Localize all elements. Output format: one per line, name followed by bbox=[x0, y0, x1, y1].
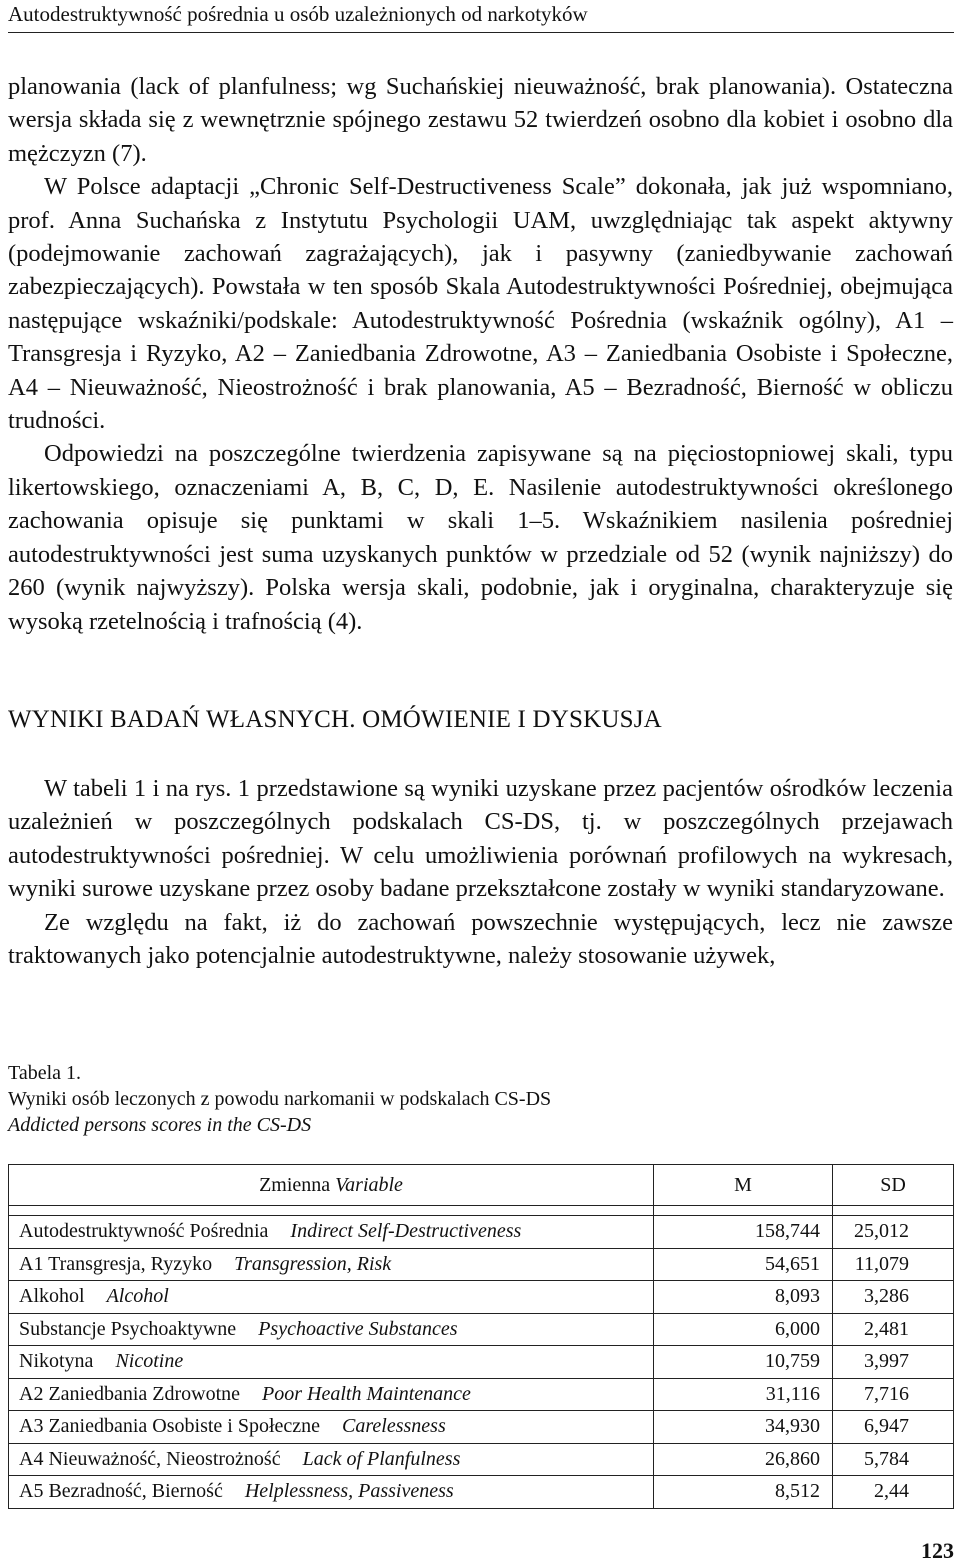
table-row bbox=[9, 1411, 954, 1444]
variable-label-pl: Substancje Psychoaktywne bbox=[19, 1317, 237, 1340]
running-header: Autodestruktywność pośrednia u osób uzależnionych od narkotyków bbox=[8, 2, 954, 33]
variable-label-en: Carelessness bbox=[342, 1415, 446, 1438]
header-variable-pl: Zmienna bbox=[259, 1173, 331, 1196]
cell-mean: 6,000 bbox=[654, 1313, 833, 1346]
cell-variable bbox=[9, 1476, 654, 1509]
table-row bbox=[9, 1216, 954, 1249]
cell-mean: 31,116 bbox=[654, 1378, 833, 1411]
page-number: 123 bbox=[921, 1538, 954, 1563]
cell-sd: 6,947 bbox=[833, 1411, 954, 1444]
table-body bbox=[9, 1206, 954, 1509]
section-heading: WYNIKI BADAŃ WŁASNYCH. OMÓWIENIE I DYSKUSJA bbox=[8, 706, 662, 733]
table-title-pl: Wyniki osób leczonych z powodu narkomanii w podskalach CS-DS bbox=[8, 1088, 552, 1110]
cell-mean: 34,930 bbox=[654, 1411, 833, 1444]
paragraph: Ze względu na fakt, iż do zachowań powszechnie występujących, lecz nie zawsze traktowanych jako potencjalnie autodestruktywne, należy stosowanie używek, bbox=[8, 908, 953, 970]
header-sd: SD bbox=[833, 1165, 954, 1206]
variable-label-pl: A1 Transgresja, Ryzyko bbox=[19, 1252, 213, 1275]
cell-sd: 3,997 bbox=[833, 1346, 954, 1379]
cell-variable bbox=[9, 1313, 654, 1346]
cell-sd: 11,079 bbox=[833, 1248, 954, 1281]
header-m: M bbox=[654, 1165, 833, 1206]
table-row bbox=[9, 1281, 954, 1314]
variable-label-en: Helplessness, Passiveness bbox=[244, 1480, 454, 1503]
cell-sd: 25,012 bbox=[833, 1216, 954, 1249]
variable-label-pl: A4 Nieuważność, Nieostrożność bbox=[19, 1447, 281, 1470]
cell-variable bbox=[9, 1248, 654, 1281]
cell-sd: 7,716 bbox=[833, 1378, 954, 1411]
variable-label-en: Indirect Self-Destructiveness bbox=[290, 1220, 522, 1243]
variable-label-pl: A3 Zaniedbania Osobiste i Społeczne bbox=[19, 1415, 321, 1438]
table-row bbox=[9, 1443, 954, 1476]
cell-mean: 54,651 bbox=[654, 1248, 833, 1281]
table-row bbox=[9, 1313, 954, 1346]
cell-mean: 8,093 bbox=[654, 1281, 833, 1314]
variable-label-pl: Autodestruktywność Pośrednia bbox=[19, 1220, 269, 1243]
table-label: Tabela 1. bbox=[8, 1062, 82, 1084]
cell-sd: 5,784 bbox=[833, 1443, 954, 1476]
paragraph: W Polsce adaptacji „Chronic Self-Destructiveness Scale” dokonała, jak już wspomniano, prof. Anna Suchańska z Instytutu Psychologii UAM, uwzględniając tak aspekt aktywny (podejmowanie zachowań zagrażających), jak i pasywny (zaniedbywanie zachowań zabezpieczających). Powstała w ten sposób Skala Autodestruktywności Pośredniej, obejmująca następujące wskaźniki/podskale: Autodestruktywność Pośrednia (wskaźnik ogólny), A1 – Transgresja i Ryzyko, A2 – Zaniedbania Zdrowotne, A3 – Zaniedbania Osobiste i Społeczne, A4 – Nieuważność, Nieostrożność i brak planowania, A5 – Bezradność, Bierność w obliczu trudności. bbox=[8, 173, 953, 435]
variable-label-pl: A2 Zaniedbania Zdrowotne bbox=[19, 1382, 241, 1405]
table-row bbox=[9, 1346, 954, 1379]
paragraph: Odpowiedzi na poszczególne twierdzenia zapisywane są na pięciostopniowej skali, typu likertowskiego, oznaczeniami A, B, C, D, E. Nasilenie autodestruktywności określonego zachowania opisuje się punktami w skali 1–5. Wskaźnikiem nasilenia pośredniej autodestruktywności jest suma uzyskanych punktów w przedziale od 52 (wynik najniższy) do 260 (wynik najwyższy). Polska wersja skali, podobnie, jak i oryginalna, charakteryzuje się wysoką rzetelnością i trafnością (4). bbox=[8, 440, 953, 635]
cell-variable bbox=[9, 1443, 654, 1476]
table-row bbox=[9, 1476, 954, 1509]
cell-mean: 26,860 bbox=[654, 1443, 833, 1476]
variable-label-en: Poor Health Maintenance bbox=[262, 1382, 471, 1405]
cell-mean: 158,744 bbox=[654, 1216, 833, 1249]
intro-text bbox=[8, 70, 953, 638]
table-header-row bbox=[9, 1165, 954, 1206]
cell-sd: 2,44 bbox=[833, 1476, 954, 1509]
cell-variable bbox=[9, 1216, 654, 1249]
cell-mean: 8,512 bbox=[654, 1476, 833, 1509]
cell-variable bbox=[9, 1411, 654, 1444]
variable-label-en: Alcohol bbox=[106, 1285, 169, 1308]
results-text bbox=[8, 772, 953, 972]
header-variable-en: Variable bbox=[335, 1173, 403, 1196]
variable-label-en: Transgression, Risk bbox=[234, 1252, 392, 1275]
paragraph: W tabeli 1 i na rys. 1 przedstawione są wyniki uzyskane przez pacjentów ośrodków leczenia uzależnień w poszczególnych podskalach CS-DS, tj. w poszczególnych przejawach autodestruktywności pośredniej. W celu umożliwienia porównań profilowych na wykresach, wyniki surowe uzyskane przez osoby badane przekształcone zostały w wyniki standaryzowane. bbox=[8, 775, 953, 903]
table-caption bbox=[8, 1060, 551, 1138]
variable-label-pl: Nikotyna bbox=[19, 1350, 94, 1373]
cell-variable bbox=[9, 1346, 654, 1379]
table-row bbox=[9, 1248, 954, 1281]
variable-label-en: Nicotine bbox=[115, 1350, 184, 1373]
variable-label-en: Psychoactive Substances bbox=[258, 1317, 458, 1340]
cell-variable bbox=[9, 1281, 654, 1314]
variable-label-en: Lack of Planfulness bbox=[302, 1447, 461, 1470]
cell-sd: 3,286 bbox=[833, 1281, 954, 1314]
cell-mean: 10,759 bbox=[654, 1346, 833, 1379]
table-row bbox=[9, 1378, 954, 1411]
spacer-row bbox=[9, 1206, 954, 1216]
variable-label-pl: A5 Bezradność, Bierność bbox=[19, 1480, 223, 1503]
paragraph: planowania (lack of planfulness; wg Suchańskiej nieuważność, brak planowania). Ostateczna wersja składa się z wewnętrznie spójnego zestawu 52 twierdzeń osobno dla kobiet i osobno dla mężczyzn (7). bbox=[8, 73, 953, 167]
variable-label-pl: Alkohol bbox=[19, 1285, 85, 1308]
results-table bbox=[8, 1164, 954, 1509]
table-title-en: Addicted persons scores in the CS-DS bbox=[8, 1114, 312, 1136]
cell-variable bbox=[9, 1378, 654, 1411]
header-variable bbox=[9, 1165, 654, 1206]
cell-sd: 2,481 bbox=[833, 1313, 954, 1346]
